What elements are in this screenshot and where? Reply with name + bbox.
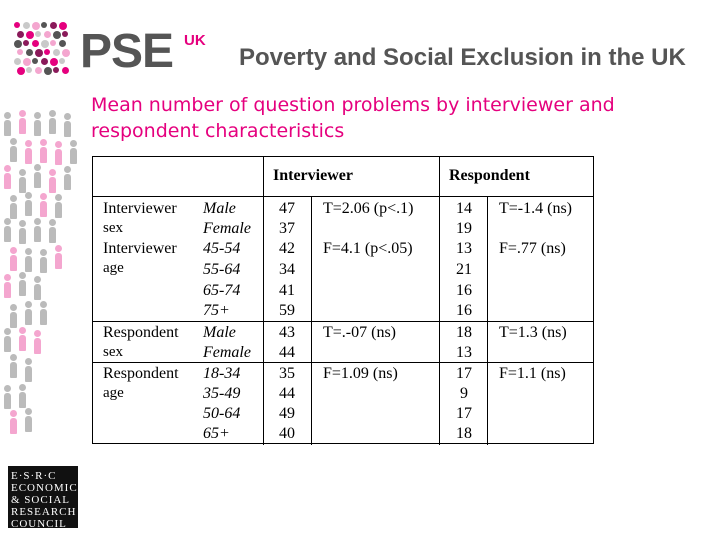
person-figure-icon — [19, 169, 26, 193]
logo-dot-icon — [23, 22, 30, 29]
logo-dot-icon — [17, 31, 24, 38]
group-label: Interviewer — [103, 240, 177, 257]
logo-dot-icon — [59, 40, 66, 47]
logo-dot-icon — [50, 58, 58, 66]
person-figure-icon — [34, 164, 41, 188]
person-figure-icon — [10, 354, 17, 378]
interviewer-value: 35 — [279, 365, 295, 382]
logo-dot-icon — [50, 22, 57, 29]
category-label: 45-54 — [203, 240, 241, 257]
logo-dot-icon — [32, 22, 40, 30]
interviewer-value: 49 — [279, 405, 295, 422]
esrc-logo-line: ECONOMIC — [11, 482, 78, 494]
person-figure-icon — [19, 327, 26, 351]
person-figure-icon — [25, 408, 32, 432]
person-figure-icon — [25, 301, 32, 325]
person-figure-icon — [10, 410, 17, 434]
logo-dot-icon — [41, 40, 49, 48]
logo-dot-icon — [41, 58, 48, 65]
category-label: 18-34 — [203, 365, 241, 382]
category-label: 35-49 — [203, 385, 241, 402]
logo-dot-icon — [44, 67, 52, 75]
logo-dot-icon — [44, 31, 51, 38]
esrc-logo-line: COUNCIL — [11, 518, 67, 530]
person-figure-icon — [49, 169, 56, 193]
person-figure-icon — [49, 219, 56, 243]
person-figure-icon — [55, 194, 62, 218]
person-figure-icon — [4, 328, 11, 352]
logo-dot-icon — [26, 67, 32, 73]
interviewer-value: 41 — [279, 282, 295, 299]
logo-dot-icon — [53, 67, 59, 73]
category-label: 50-64 — [203, 405, 241, 422]
person-figure-icon — [4, 165, 11, 189]
person-figure-icon — [40, 249, 47, 273]
person-figure-icon — [25, 192, 32, 216]
person-figure-icon — [10, 247, 17, 271]
interviewer-value: 40 — [279, 425, 295, 442]
category-label: Female — [203, 344, 251, 361]
person-figure-icon — [25, 358, 32, 382]
respondent-test: F=.77 (ns) — [499, 240, 566, 257]
logo-dot-icon — [53, 31, 61, 39]
respondent-test: F=1.1 (ns) — [499, 365, 566, 382]
interviewer-test: F=4.1 (p<.05) — [323, 240, 413, 257]
logo-dot-icon — [14, 22, 20, 28]
interviewer-test: T=.-07 (ns) — [323, 324, 397, 341]
person-figure-icon — [70, 140, 77, 164]
group-label: Respondent — [103, 365, 179, 382]
category-label: Female — [203, 220, 251, 237]
logo-dot-icon — [23, 58, 31, 66]
respondent-value: 13 — [456, 240, 472, 257]
logo-dot-icon — [26, 31, 34, 39]
site-title: Poverty and Social Exclusion in the UK — [239, 44, 686, 71]
person-figure-icon — [40, 139, 47, 163]
respondent-value: 16 — [456, 302, 472, 319]
respondent-value: 9 — [460, 385, 468, 402]
pse-logo — [14, 22, 224, 82]
logo-dot-icon — [14, 58, 21, 65]
respondent-value: 13 — [456, 344, 472, 361]
category-label: 65+ — [203, 425, 230, 442]
person-figure-icon — [10, 138, 17, 162]
logo-dot-icon — [62, 67, 69, 74]
person-figure-icon — [4, 385, 11, 409]
logo-dot-icon — [59, 22, 67, 30]
person-figure-icon — [34, 112, 41, 136]
person-figure-icon — [19, 272, 26, 296]
logo-superscript: UK — [184, 32, 206, 49]
interviewer-value: 43 — [279, 324, 295, 341]
decorative-people-figures — [0, 110, 82, 440]
logo-text: PSE — [80, 25, 174, 78]
person-figure-icon — [55, 245, 62, 269]
logo-dot-icon — [59, 58, 65, 64]
logo-dot-icon — [35, 31, 41, 37]
person-figure-icon — [25, 248, 32, 272]
person-figure-icon — [55, 141, 62, 165]
respondent-value: 18 — [456, 324, 472, 341]
category-label: 65-74 — [203, 282, 241, 299]
interviewer-value: 44 — [279, 385, 295, 402]
category-label: 75+ — [203, 302, 230, 319]
logo-dot-icon — [50, 40, 56, 46]
esrc-logo-line: & SOCIAL — [11, 494, 71, 506]
respondent-value: 19 — [456, 220, 472, 237]
logo-dot-icon — [32, 40, 39, 47]
people-cluster-icon — [14, 22, 76, 80]
logo-dot-icon — [35, 49, 43, 57]
interviewer-value: 42 — [279, 240, 295, 257]
interviewer-value: 47 — [279, 200, 295, 217]
logo-dot-icon — [23, 40, 29, 46]
logo-dot-icon — [17, 49, 23, 55]
group-label-sub: sex — [103, 344, 123, 360]
respondent-value: 17 — [456, 365, 472, 382]
person-figure-icon — [34, 218, 41, 242]
logo-dot-icon — [32, 58, 38, 64]
header-respondent: Respondent — [449, 167, 530, 184]
person-figure-icon — [40, 301, 47, 325]
logo-dot-icon — [41, 22, 47, 28]
category-label: Male — [203, 200, 236, 217]
logo-dot-icon — [14, 40, 22, 48]
group-label: Respondent — [103, 324, 179, 341]
person-figure-icon — [49, 110, 56, 134]
logo-dot-icon — [35, 67, 42, 74]
respondent-value: 17 — [456, 405, 472, 422]
interviewer-test: F=1.09 (ns) — [323, 365, 398, 382]
logo-dot-icon — [17, 67, 25, 75]
interviewer-value: 44 — [279, 344, 295, 361]
respondent-value: 21 — [456, 261, 472, 278]
person-figure-icon — [4, 218, 11, 242]
person-figure-icon — [40, 193, 47, 217]
person-figure-icon — [34, 330, 41, 354]
respondent-value: 16 — [456, 282, 472, 299]
logo-dot-icon — [62, 31, 68, 37]
group-label-sub: age — [103, 260, 124, 276]
group-label-sub: sex — [103, 220, 123, 236]
person-figure-icon — [10, 195, 17, 219]
respondent-value: 14 — [456, 200, 472, 217]
header-interviewer: Interviewer — [273, 167, 353, 184]
person-figure-icon — [10, 304, 17, 328]
group-label: Interviewer — [103, 200, 177, 217]
person-figure-icon — [4, 274, 11, 298]
person-figure-icon — [19, 384, 26, 408]
respondent-test: T=-1.4 (ns) — [499, 200, 573, 217]
interviewer-value: 37 — [279, 220, 295, 237]
person-figure-icon — [64, 166, 71, 190]
logo-dot-icon — [26, 49, 33, 56]
category-label: 55-64 — [203, 261, 241, 278]
interviewer-test: T=2.06 (p<.1) — [323, 200, 414, 217]
results-table — [92, 156, 594, 444]
esrc-logo — [8, 466, 78, 528]
esrc-logo-line: E·S·R·C — [11, 470, 57, 482]
interviewer-value: 59 — [279, 302, 295, 319]
logo-dot-icon — [62, 49, 70, 57]
group-label-sub: age — [103, 385, 124, 401]
respondent-test: T=1.3 (ns) — [499, 324, 567, 341]
esrc-logo-line: RESEARCH — [11, 506, 77, 518]
person-figure-icon — [4, 112, 11, 136]
person-figure-icon — [34, 276, 41, 300]
slide-title: Mean number of question problems by interviewer and respondent characteristics — [91, 94, 615, 142]
person-figure-icon — [64, 113, 71, 137]
person-figure-icon — [25, 140, 32, 164]
interviewer-value: 34 — [279, 261, 295, 278]
person-figure-icon — [19, 110, 26, 134]
logo-dot-icon — [53, 49, 60, 56]
respondent-value: 18 — [456, 425, 472, 442]
person-figure-icon — [19, 220, 26, 244]
category-label: Male — [203, 324, 236, 341]
logo-dot-icon — [44, 49, 50, 55]
